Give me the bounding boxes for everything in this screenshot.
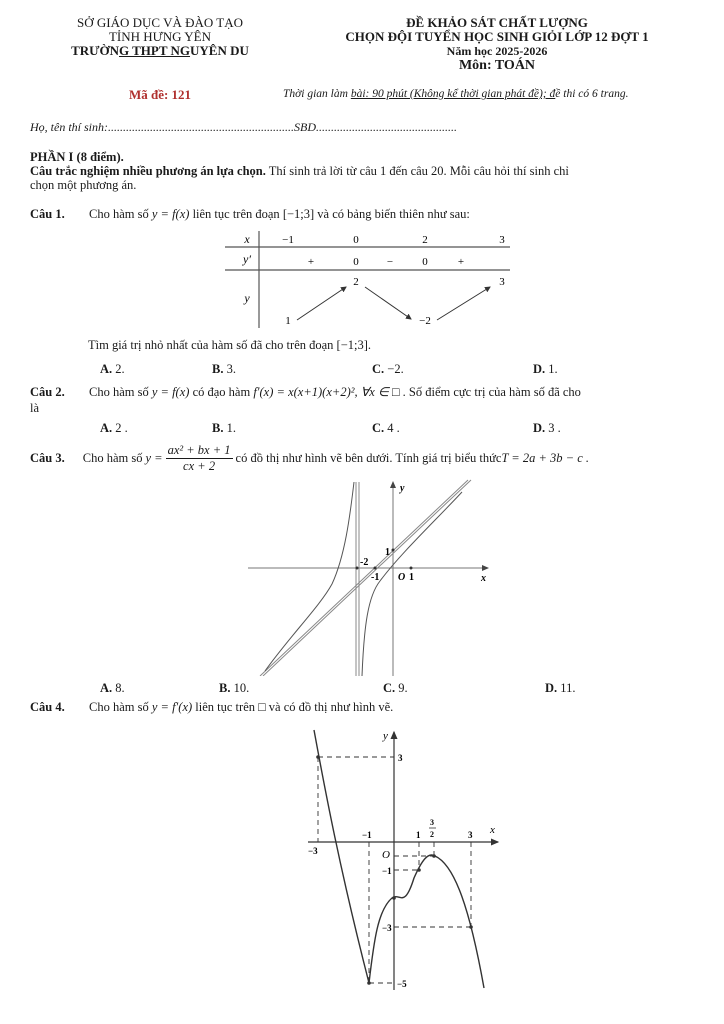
q-math: T = 2a + 3b − c . bbox=[501, 451, 590, 465]
curve-right-branch bbox=[362, 492, 462, 676]
part-title: PHẦN I (8 điểm). bbox=[30, 150, 124, 164]
school-name-underlined: G THPT NG bbox=[118, 43, 191, 58]
label-minus1: -1 bbox=[371, 572, 380, 583]
option-key: C. bbox=[372, 362, 385, 376]
option-text: −2. bbox=[384, 362, 404, 376]
y-tick: 3 bbox=[398, 753, 403, 763]
x-value: 3 bbox=[499, 234, 505, 246]
q-math: y = f′(x) bbox=[151, 700, 193, 714]
q1-option-a[interactable] bbox=[100, 362, 125, 377]
department-name: SỞ GIÁO DỤC VÀ ĐÀO TẠO bbox=[77, 15, 243, 30]
exam-code: Mã đề: 121 bbox=[128, 87, 192, 102]
option-text: 2 . bbox=[112, 421, 128, 435]
option-text: 9. bbox=[395, 681, 408, 695]
origin-label: O bbox=[382, 849, 390, 861]
option-text: 2. bbox=[112, 362, 125, 376]
exam-time bbox=[283, 88, 628, 100]
candidate-name-label: Họ, tên thí sinh: bbox=[30, 120, 108, 134]
q-text: có đạo hàm bbox=[189, 385, 254, 399]
point bbox=[469, 925, 473, 929]
sbd-label: SBD bbox=[294, 120, 316, 134]
label-origin: O bbox=[398, 572, 406, 583]
q-text: và có bảng biến thiên như sau: bbox=[314, 207, 470, 221]
part-instructions bbox=[30, 164, 700, 192]
question-3 bbox=[30, 443, 589, 474]
school-name-part: TRƯỜN bbox=[71, 43, 119, 58]
q1-option-b[interactable] bbox=[212, 362, 236, 377]
yprime-sign: 0 bbox=[353, 256, 359, 268]
question-label: Câu 2. bbox=[30, 385, 65, 399]
question-label: Câu 1. bbox=[30, 207, 65, 221]
school-header bbox=[30, 16, 290, 58]
q3-option-a[interactable] bbox=[100, 681, 125, 696]
sbd-field[interactable]: ............................................... bbox=[316, 120, 457, 134]
option-key: A. bbox=[100, 421, 113, 435]
label-minus2: -2 bbox=[360, 557, 369, 568]
school-name bbox=[30, 44, 290, 58]
point bbox=[316, 755, 320, 759]
fraction-denominator: cx + 2 bbox=[183, 459, 216, 473]
x-value: 2 bbox=[422, 234, 428, 246]
fraction-numerator: ax² + bx + 1 bbox=[167, 443, 231, 457]
candidate-info bbox=[30, 120, 457, 135]
y-value: 1 bbox=[285, 315, 291, 327]
option-key: B. bbox=[219, 681, 231, 695]
q3-option-b[interactable] bbox=[219, 681, 249, 696]
q3-option-c[interactable] bbox=[383, 681, 408, 696]
q-text: liên tục trên đoạn bbox=[189, 207, 283, 221]
point bbox=[392, 896, 396, 900]
q3-option-d[interactable] bbox=[545, 681, 575, 696]
option-text: 1. bbox=[545, 362, 558, 376]
y-value: −2 bbox=[419, 315, 431, 327]
q-math: y = f(x) bbox=[151, 385, 190, 399]
point bbox=[374, 567, 377, 570]
x-tick-frac-den: 2 bbox=[430, 830, 434, 839]
q4-graph bbox=[290, 720, 530, 1000]
yprime-sign: + bbox=[307, 256, 315, 268]
province-name: TỈNH HƯNG YÊN bbox=[108, 29, 212, 44]
option-text: 10. bbox=[230, 681, 250, 695]
q-math: y = f(x) bbox=[151, 207, 190, 221]
x-axis-label: x bbox=[481, 573, 486, 584]
option-text: 3 . bbox=[545, 421, 561, 435]
x-tick: 3 bbox=[468, 830, 473, 840]
instr-bold: Câu trắc nghiệm nhiều phương án lựa chọn. bbox=[30, 164, 266, 178]
option-text: 3. bbox=[223, 362, 236, 376]
time-part: ề thi có 6 trang. bbox=[555, 88, 629, 100]
y-axis-label: y bbox=[383, 730, 388, 742]
x-value: −1 bbox=[282, 234, 294, 246]
exam-header bbox=[270, 16, 724, 73]
q3-graph bbox=[240, 476, 500, 676]
time-part: Thời gian làm bbox=[283, 88, 351, 100]
q-math: [−1;3] bbox=[282, 207, 315, 221]
x-axis-label: x bbox=[490, 824, 495, 836]
y-axis-label: y bbox=[400, 483, 405, 494]
row-label-y: y bbox=[244, 291, 250, 305]
x-tick: 1 bbox=[416, 830, 421, 840]
increase-arrow bbox=[297, 287, 346, 320]
q-text: Cho hàm số bbox=[88, 207, 152, 221]
decrease-arrow bbox=[365, 287, 411, 319]
y-tick: −1 bbox=[382, 866, 392, 876]
time-underlined: bài: 90 phút (Không kể thời gian phát đề); đ bbox=[350, 88, 556, 100]
fraction bbox=[166, 443, 233, 474]
option-key: C. bbox=[372, 421, 385, 435]
q-math: f′(x) = x(x+1)(x+2)², ∀x ∈ □ bbox=[253, 385, 400, 399]
q-text: liên tục trên □ và có đồ thị như hình vẽ. bbox=[192, 700, 394, 714]
y-tick: −3 bbox=[382, 923, 392, 933]
row-label-x: x bbox=[244, 232, 250, 246]
point bbox=[417, 868, 421, 872]
x-tick: −1 bbox=[362, 830, 372, 840]
q-text: có đồ thị như hình vẽ bên dưới. Tính giá trị biểu thức bbox=[235, 451, 502, 465]
question-4 bbox=[30, 700, 393, 715]
exam-title: ĐỀ KHẢO SÁT CHẤT LƯỢNG bbox=[406, 15, 588, 30]
option-key: B. bbox=[212, 421, 224, 435]
yprime-sign: − bbox=[386, 256, 394, 268]
school-name-part: UYÊN DU bbox=[190, 43, 249, 58]
subject: Môn: TOÁN bbox=[458, 58, 536, 73]
option-key: A. bbox=[100, 681, 113, 695]
q-text: Cho hàm số bbox=[82, 451, 143, 465]
option-key: D. bbox=[533, 421, 546, 435]
instr-line2: chọn một phương án. bbox=[30, 178, 137, 192]
q1-option-d[interactable] bbox=[533, 362, 558, 377]
option-key: D. bbox=[545, 681, 558, 695]
yprime-sign: 0 bbox=[422, 256, 428, 268]
option-text: 1. bbox=[223, 421, 236, 435]
q1-question: Tìm giá trị nhỏ nhất của hàm số đã cho trên đoạn [−1;3]. bbox=[88, 338, 372, 352]
candidate-name-field[interactable]: .............................................................. bbox=[108, 120, 294, 134]
derivative-curve bbox=[314, 730, 484, 988]
option-key: C. bbox=[383, 681, 396, 695]
x-tick-frac-num: 3 bbox=[430, 818, 434, 827]
q2-line2: là bbox=[30, 401, 40, 415]
question-2 bbox=[30, 384, 581, 400]
option-key: A. bbox=[100, 362, 113, 376]
yprime-sign: + bbox=[457, 256, 465, 268]
point bbox=[356, 567, 359, 570]
curve-left-branch bbox=[265, 482, 354, 671]
point bbox=[432, 854, 436, 858]
q-text: Cho hàm số bbox=[88, 385, 152, 399]
asymptote-oblique bbox=[263, 480, 471, 676]
label-1-x: 1 bbox=[409, 572, 414, 583]
school-year: Năm học 2025-2026 bbox=[446, 44, 548, 58]
q2-option-a[interactable] bbox=[100, 421, 128, 436]
question-label: Câu 4. bbox=[30, 700, 65, 714]
question-label: Câu 3. bbox=[30, 451, 65, 465]
label-1: 1 bbox=[385, 547, 390, 558]
point bbox=[367, 981, 371, 985]
q1-option-c[interactable] bbox=[372, 362, 404, 377]
increase-arrow bbox=[437, 287, 490, 320]
q-text: Cho hàm số bbox=[88, 700, 152, 714]
option-key: D. bbox=[533, 362, 546, 376]
y-value: 3 bbox=[499, 276, 505, 288]
variation-table bbox=[225, 228, 510, 333]
x-tick: −3 bbox=[308, 846, 318, 856]
q2-option-b[interactable] bbox=[212, 421, 236, 436]
q-text: . Số điểm cực trị của hàm số đã cho bbox=[399, 385, 581, 399]
option-text: 4 . bbox=[384, 421, 400, 435]
point bbox=[392, 549, 395, 552]
exam-subtitle: CHỌN ĐỘI TUYỂN HỌC SINH GIỎI LỚP 12 ĐỢT 1 bbox=[345, 29, 649, 44]
point bbox=[410, 567, 413, 570]
q2-option-d[interactable] bbox=[533, 421, 561, 436]
row-label-yprime: y′ bbox=[243, 252, 251, 266]
q-math: y = bbox=[145, 451, 163, 465]
y-tick: −5 bbox=[397, 979, 407, 989]
x-value: 0 bbox=[353, 234, 359, 246]
y-value: 2 bbox=[353, 276, 359, 288]
question-1 bbox=[30, 207, 470, 222]
option-key: B. bbox=[212, 362, 224, 376]
option-text: 8. bbox=[112, 681, 125, 695]
q2-option-c[interactable] bbox=[372, 421, 400, 436]
option-text: 11. bbox=[557, 681, 576, 695]
instr-rest: Thí sinh trả lời từ câu 1 đến câu 20. Mỗi câu hỏi thí sinh chỉ bbox=[265, 164, 569, 178]
